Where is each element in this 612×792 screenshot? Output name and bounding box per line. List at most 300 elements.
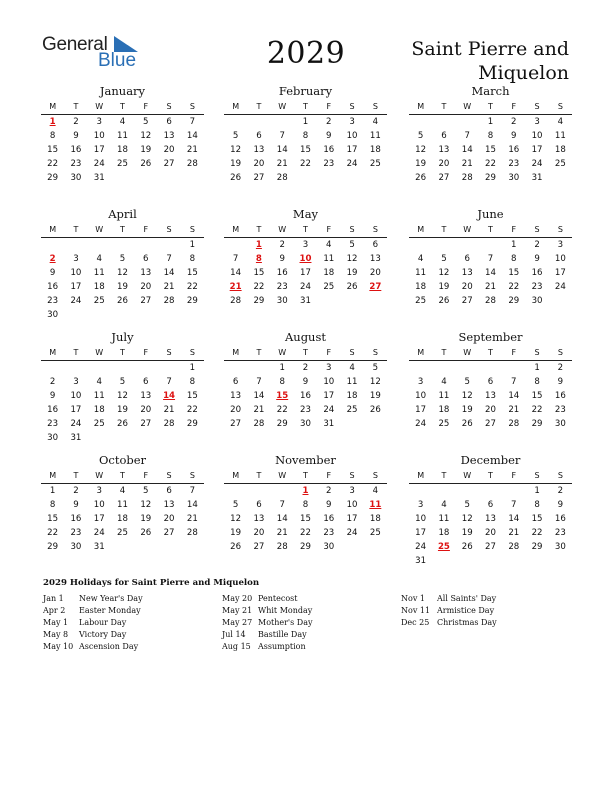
day-cell: 6 [232,377,239,387]
weekday-label: M [417,348,425,357]
day-cell: 17 [346,145,358,155]
month-name: September [458,330,523,344]
day-cell: 19 [461,405,473,415]
weekday-header [41,345,204,361]
holiday-entry [43,617,143,629]
day-grid [409,115,572,185]
day-cell: 2 [73,486,79,496]
weekday-label: S [557,102,563,111]
weekday-label: S [349,348,355,357]
weekday-label: S [557,348,563,357]
day-cell: 25 [369,528,381,538]
day-cell: 25 [323,282,335,292]
day-cell: 19 [230,159,242,169]
day-cell: 30 [508,173,520,183]
weekday-label: M [417,102,425,111]
weekday-label: T [303,348,308,357]
day-cell: 13 [253,514,265,524]
country-title-line1: Saint Pierre and [411,38,569,60]
day-cell: 27 [485,419,496,429]
holiday-date: Nov 1 [401,594,425,603]
day-cell: 10 [70,268,82,278]
day-cell: 29 [47,173,59,183]
day-cell: 26 [461,419,473,429]
day-cell: 31 [531,173,543,183]
weekday-label: T [120,348,125,357]
day-cell: 1 [189,363,196,373]
weekday-label: S [349,102,355,111]
holiday-entry [222,605,312,617]
day-cell: 23 [47,296,59,306]
day-cell: 27 [485,542,496,552]
day-cell: 5 [464,377,470,387]
holiday-name: New Year's Day [79,594,143,603]
weekday-label: S [166,471,172,480]
month-name: February [278,84,333,98]
day-cell: 11 [93,391,105,401]
weekday-label: T [441,348,447,357]
holiday-name: Mother's Day [258,618,313,627]
day-cell: 31 [415,556,427,566]
day-cell: 29 [485,173,496,183]
empty-day-cell [456,115,479,129]
logo [42,34,152,74]
day-grid [41,361,204,445]
holiday-date: Aug 15 [222,642,251,651]
empty-day-cell [409,484,432,498]
day-cell: 19 [438,282,450,292]
day-cell: 21 [461,159,473,169]
day-cell: 13 [140,268,152,278]
day-cell: 15 [531,514,543,524]
weekday-label: W [95,348,104,357]
weekday-label: W [463,225,472,234]
day-cell: 28 [508,542,520,552]
day-cell: 26 [117,296,128,306]
day-cell: 31 [93,542,105,552]
holiday-name: Easter Monday [79,606,141,615]
empty-day-cell [409,238,432,252]
day-cell: 7 [464,131,470,141]
day-cell: 30 [47,310,59,320]
holiday-date: May 8 [43,630,69,639]
day-cell: 24 [70,296,82,306]
day-cell: 8 [511,254,517,264]
day-cell: 31 [70,433,82,443]
holiday-day-cell: 21 [229,282,242,292]
holiday-date: May 1 [43,618,69,627]
day-cell: 15 [253,268,265,278]
holiday-day-cell: 1 [49,117,56,127]
empty-day-cell [64,238,87,252]
empty-day-cell [134,238,157,252]
day-cell: 14 [186,500,198,510]
day-cell: 5 [441,254,447,264]
day-cell: 16 [70,514,82,524]
day-cell: 26 [346,282,358,292]
day-cell: 28 [508,419,520,429]
day-cell: 11 [323,254,335,264]
weekday-label: W [463,348,472,357]
holiday-date: May 20 [222,594,253,603]
empty-day-cell [157,361,180,375]
day-cell: 17 [70,405,82,415]
day-cell: 10 [93,131,105,141]
day-cell: 2 [279,240,285,250]
weekday-label: S [557,471,563,480]
day-cell: 2 [511,117,517,127]
day-cell: 12 [230,145,242,155]
day-cell: 19 [369,391,381,401]
day-cell: 24 [554,282,566,292]
weekday-label: S [534,348,540,357]
weekday-label: S [189,225,195,234]
day-cell: 28 [163,419,175,429]
day-cell: 4 [441,500,447,510]
day-cell: 27 [230,419,242,429]
day-cell: 15 [186,268,198,278]
day-cell: 22 [47,159,59,169]
day-cell: 9 [302,377,309,387]
weekday-label: M [49,471,57,480]
day-grid [224,238,387,308]
day-cell: 3 [557,240,564,250]
weekday-label: W [95,102,104,111]
weekday-label: T [256,348,262,357]
day-cell: 3 [73,254,79,264]
day-cell: 7 [511,377,517,387]
day-cell: 17 [93,514,105,524]
day-grid [41,238,204,322]
day-cell: 23 [276,282,288,292]
day-cell: 2 [557,363,564,373]
month-june [409,207,572,308]
day-cell: 9 [326,131,332,141]
weekday-label: F [143,225,149,234]
weekday-label: M [49,225,57,234]
day-cell: 18 [93,282,105,292]
holiday-entry [43,593,143,605]
day-cell: 16 [47,282,59,292]
day-cell: 25 [369,159,381,169]
holiday-date: May 21 [222,606,253,615]
holidays-title: 2029 Holidays for Saint Pierre and Miquelon [43,578,260,588]
day-cell: 11 [438,514,450,524]
weekday-header [224,99,387,115]
day-cell: 6 [487,500,494,510]
weekday-label: F [511,102,517,111]
day-cell: 18 [438,528,450,538]
day-cell: 29 [47,542,59,552]
day-cell: 29 [253,296,265,306]
weekday-label: T [73,348,79,357]
day-cell: 11 [93,268,105,278]
weekday-label: S [189,102,195,111]
day-cell: 28 [230,296,242,306]
weekday-label: F [326,102,332,111]
holiday-entry [222,593,312,605]
day-cell: 22 [186,282,198,292]
day-cell: 12 [117,391,128,401]
calendar-year: 2029 [266,36,346,71]
day-cell: 3 [534,117,540,127]
day-grid [41,115,204,185]
day-cell: 25 [346,405,358,415]
day-cell: 7 [511,500,517,510]
day-cell: 30 [300,419,311,429]
day-cell: 16 [531,268,543,278]
day-cell: 21 [186,514,198,524]
day-cell: 18 [438,405,450,415]
day-cell: 28 [186,528,198,538]
weekday-header [41,468,204,484]
day-cell: 4 [372,486,379,496]
weekday-label: M [417,471,425,480]
holiday-name: All Saints' Day [437,594,497,603]
weekday-label: S [189,348,195,357]
day-cell: 17 [70,282,82,292]
day-cell: 12 [461,514,473,524]
day-cell: 30 [276,296,288,306]
day-cell: 10 [531,131,543,141]
day-cell: 18 [117,145,128,155]
day-cell: 26 [230,173,242,183]
empty-day-cell [64,361,87,375]
day-cell: 30 [70,542,82,552]
weekday-label: T [256,102,262,111]
day-cell: 22 [186,405,198,415]
empty-day-cell [134,361,157,375]
weekday-label: S [166,225,172,234]
day-cell: 14 [508,391,520,401]
empty-day-cell [479,238,502,252]
holiday-name: Labour Day [79,618,127,627]
day-cell: 28 [485,296,496,306]
day-cell: 27 [163,159,175,169]
empty-day-cell [456,484,479,498]
weekday-label: F [326,225,332,234]
day-cell: 1 [49,486,56,496]
empty-day-cell [409,361,432,375]
day-cell: 17 [323,391,335,401]
day-grid [41,484,204,554]
month-name: April [108,207,137,221]
holiday-day-cell: 25 [437,542,450,552]
empty-day-cell [247,115,270,129]
empty-day-cell [456,361,479,375]
weekday-label: W [95,471,104,480]
day-cell: 9 [326,500,332,510]
day-cell: 13 [163,131,175,141]
holiday-name: Christmas Day [437,618,497,627]
day-cell: 3 [73,377,79,387]
day-cell: 24 [70,419,82,429]
day-cell: 13 [163,500,175,510]
country-title-line2: Miquelon [478,62,569,84]
day-cell: 3 [349,486,355,496]
day-cell: 7 [487,254,494,264]
day-cell: 9 [534,254,540,264]
day-cell: 24 [93,528,105,538]
day-cell: 20 [485,405,496,415]
day-cell: 22 [508,282,520,292]
empty-day-cell [88,238,111,252]
day-cell: 23 [508,159,520,169]
weekday-label: S [349,471,355,480]
day-cell: 24 [323,405,335,415]
day-cell: 8 [49,131,56,141]
day-cell: 6 [143,254,149,264]
month-may [224,207,387,308]
month-name: June [477,207,504,221]
weekday-label: S [166,102,172,111]
month-december [409,453,572,568]
logo-text-general: General [42,34,108,55]
day-cell: 23 [300,405,311,415]
day-cell: 23 [323,159,335,169]
day-cell: 7 [166,254,172,264]
holiday-column [401,593,497,629]
day-cell: 6 [487,377,494,387]
day-cell: 22 [253,282,265,292]
holiday-column [43,593,143,653]
day-cell: 16 [47,405,59,415]
day-cell: 5 [232,131,239,141]
day-cell: 29 [508,296,520,306]
empty-day-cell [479,484,502,498]
day-cell: 4 [96,254,102,264]
holiday-entry [43,641,143,653]
weekday-header [41,99,204,115]
weekday-label: S [557,225,563,234]
day-cell: 13 [253,145,265,155]
holiday-day-cell: 10 [299,254,312,264]
holiday-entry [401,593,497,605]
day-cell: 25 [415,296,427,306]
empty-day-cell [456,238,479,252]
weekday-label: F [511,225,517,234]
day-cell: 13 [230,391,242,401]
day-cell: 21 [163,282,175,292]
day-cell: 9 [49,268,56,278]
day-cell: 31 [93,173,105,183]
day-cell: 15 [47,145,59,155]
weekday-header [409,99,572,115]
day-cell: 30 [554,542,566,552]
day-cell: 24 [93,159,105,169]
day-cell: 17 [531,145,543,155]
day-cell: 28 [253,419,265,429]
weekday-label: T [256,471,262,480]
weekday-label: W [95,225,104,234]
weekday-label: S [189,471,195,480]
day-cell: 13 [438,145,450,155]
weekday-header [409,345,572,361]
day-cell: 5 [349,240,355,250]
day-cell: 15 [508,268,520,278]
day-cell: 16 [323,514,335,524]
day-cell: 5 [232,500,239,510]
weekday-label: F [511,348,517,357]
weekday-label: W [278,102,287,111]
weekday-label: F [511,471,517,480]
day-cell: 19 [346,268,358,278]
day-cell: 12 [369,377,381,387]
holiday-entry [222,629,312,641]
day-cell: 19 [230,528,242,538]
country-title [379,37,569,85]
holiday-date: May 27 [222,618,253,627]
month-name: March [471,84,510,98]
day-grid [409,484,572,568]
day-cell: 1 [534,363,540,373]
holiday-day-cell: 1 [302,486,309,496]
day-cell: 25 [117,159,128,169]
day-cell: 22 [300,528,311,538]
day-cell: 17 [415,405,427,415]
day-cell: 17 [93,145,105,155]
day-cell: 9 [73,131,79,141]
day-cell: 4 [326,240,332,250]
day-cell: 10 [346,131,358,141]
day-cell: 26 [415,173,427,183]
day-cell: 9 [49,391,56,401]
weekday-label: F [143,102,149,111]
day-cell: 21 [508,405,520,415]
day-cell: 7 [232,254,239,264]
day-cell: 26 [117,419,128,429]
day-cell: 19 [117,405,128,415]
weekday-label: T [73,102,79,111]
day-cell: 10 [415,514,427,524]
weekday-label: T [488,102,493,111]
day-cell: 3 [417,377,424,387]
holiday-day-cell: 8 [255,254,262,264]
day-cell: 18 [323,268,335,278]
weekday-label: T [488,225,493,234]
day-cell: 5 [372,363,379,373]
day-cell: 16 [300,391,311,401]
holiday-name: Armistice Day [437,606,495,615]
month-september [409,330,572,431]
day-cell: 3 [302,240,309,250]
holiday-day-cell: 11 [369,500,382,510]
day-cell: 18 [117,514,128,524]
holiday-name: Assumption [258,642,306,651]
day-cell: 8 [534,377,540,387]
day-cell: 5 [464,500,470,510]
day-cell: 19 [140,514,152,524]
day-cell: 13 [140,391,152,401]
day-cell: 6 [256,131,262,141]
empty-day-cell [41,361,64,375]
day-cell: 15 [47,514,59,524]
day-cell: 2 [534,240,540,250]
day-grid [224,484,387,554]
day-cell: 26 [140,159,152,169]
day-cell: 14 [485,268,496,278]
weekday-label: T [488,471,493,480]
holiday-date: Apr 2 [43,606,66,615]
weekday-label: M [232,102,240,111]
day-cell: 6 [372,240,379,250]
holiday-day-cell: 27 [369,282,382,292]
day-cell: 4 [119,486,126,496]
day-cell: 6 [166,486,172,496]
day-cell: 12 [415,145,427,155]
day-cell: 5 [119,377,126,387]
month-january [41,84,204,185]
